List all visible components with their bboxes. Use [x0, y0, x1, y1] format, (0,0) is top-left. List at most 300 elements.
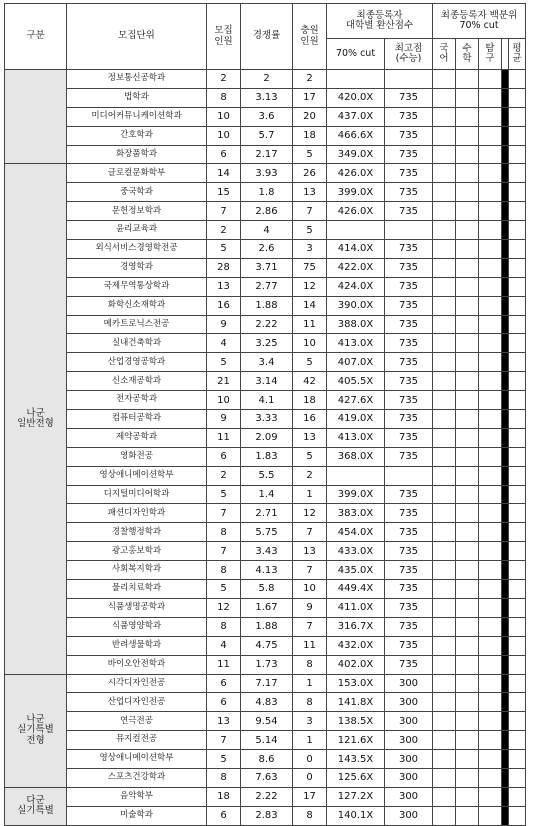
ratio-cell: 2.83: [241, 806, 293, 825]
quota-cell: 7: [207, 504, 241, 523]
ratio-cell: 7.63: [241, 768, 293, 787]
max-score-cell: [385, 70, 433, 89]
cut70-cell: 437.0X: [327, 107, 385, 126]
max-score-cell: 300: [385, 693, 433, 712]
percentile-inquiry-cell: [479, 636, 502, 655]
percentile-math-cell: [456, 731, 479, 750]
percentile-inquiry-cell: [479, 334, 502, 353]
percentile-average-cell: [509, 240, 526, 259]
max-score-cell: 735: [385, 183, 433, 202]
black-bar-cell: [502, 504, 509, 523]
percentile-math-cell: [456, 126, 479, 145]
max-score-cell: 735: [385, 561, 433, 580]
ratio-cell: 1.67: [241, 598, 293, 617]
unit-cell: 화학신소재학과: [67, 296, 207, 315]
percentile-korean-cell: [433, 636, 456, 655]
percentile-korean-cell: [433, 504, 456, 523]
unit-cell: 실내건축학과: [67, 334, 207, 353]
ratio-cell: 2: [241, 70, 293, 89]
percentile-math-cell: [456, 447, 479, 466]
quota-cell: 6: [207, 693, 241, 712]
table-row: [5, 447, 526, 466]
percentile-inquiry-cell: [479, 372, 502, 391]
percentile-math-cell: [456, 523, 479, 542]
ratio-cell: 9.54: [241, 712, 293, 731]
cut70-cell: 349.0X: [327, 145, 385, 164]
cut70-cell: 368.0X: [327, 447, 385, 466]
cut70-cell: 399.0X: [327, 485, 385, 504]
unit-cell: 영상애니메이션학부: [67, 466, 207, 485]
max-score-cell: 300: [385, 750, 433, 769]
extra-cell: 12: [293, 277, 327, 296]
extra-cell: 2: [293, 70, 327, 89]
percentile-inquiry-cell: [479, 277, 502, 296]
extra-cell: 13: [293, 428, 327, 447]
ratio-cell: 3.6: [241, 107, 293, 126]
quota-cell: 10: [207, 391, 241, 410]
percentile-inquiry-cell: [479, 315, 502, 334]
percentile-korean-cell: [433, 466, 456, 485]
black-bar-cell: [502, 561, 509, 580]
quota-cell: 6: [207, 674, 241, 693]
percentile-average-cell: [509, 145, 526, 164]
percentile-math-cell: [456, 598, 479, 617]
percentile-math-cell: [456, 787, 479, 806]
unit-cell: 패션디자인학과: [67, 504, 207, 523]
percentile-inquiry-cell: [479, 674, 502, 693]
quota-cell: 11: [207, 655, 241, 674]
black-bar-cell: [502, 655, 509, 674]
extra-cell: 8: [293, 655, 327, 674]
quota-cell: 4: [207, 334, 241, 353]
unit-cell: 음악학부: [67, 787, 207, 806]
quota-cell: 2: [207, 221, 241, 240]
extra-cell: 5: [293, 145, 327, 164]
header-extra: 충원 인원: [293, 4, 327, 70]
extra-cell: 75: [293, 258, 327, 277]
percentile-korean-cell: [433, 561, 456, 580]
percentile-inquiry-cell: [479, 428, 502, 447]
quota-cell: 9: [207, 315, 241, 334]
unit-cell: 제약공학과: [67, 428, 207, 447]
table-row: [5, 145, 526, 164]
percentile-average-cell: [509, 693, 526, 712]
quota-cell: 8: [207, 617, 241, 636]
percentile-inquiry-cell: [479, 145, 502, 164]
quota-cell: 15: [207, 183, 241, 202]
quota-cell: 6: [207, 145, 241, 164]
percentile-inquiry-cell: [479, 107, 502, 126]
percentile-inquiry-cell: [479, 391, 502, 410]
max-score-cell: 735: [385, 447, 433, 466]
cut70-cell: 435.0X: [327, 561, 385, 580]
percentile-average-cell: [509, 466, 526, 485]
unit-cell: 산업경영공학과: [67, 353, 207, 372]
cut70-cell: [327, 221, 385, 240]
extra-cell: 1: [293, 485, 327, 504]
ratio-cell: 3.33: [241, 410, 293, 429]
percentile-average-cell: [509, 674, 526, 693]
percentile-inquiry-cell: [479, 768, 502, 787]
ratio-cell: 2.22: [241, 787, 293, 806]
unit-cell: 경영학과: [67, 258, 207, 277]
cut70-cell: 138.5X: [327, 712, 385, 731]
percentile-inquiry-cell: [479, 598, 502, 617]
table-row: [5, 164, 526, 183]
percentile-math-cell: [456, 315, 479, 334]
percentile-math-cell: [456, 296, 479, 315]
black-bar-cell: [502, 353, 509, 372]
extra-cell: 7: [293, 561, 327, 580]
quota-cell: 14: [207, 164, 241, 183]
percentile-average-cell: [509, 353, 526, 372]
ratio-cell: 5.5: [241, 466, 293, 485]
quota-cell: 8: [207, 768, 241, 787]
category-cell: [5, 70, 67, 164]
percentile-inquiry-cell: [479, 580, 502, 599]
percentile-average-cell: [509, 617, 526, 636]
table-row: [5, 655, 526, 674]
header-row-1: [5, 4, 526, 39]
cut70-cell: 466.6X: [327, 126, 385, 145]
quota-cell: 16: [207, 296, 241, 315]
table-row: [5, 598, 526, 617]
max-score-cell: 735: [385, 315, 433, 334]
quota-cell: 5: [207, 240, 241, 259]
black-bar-cell: [502, 806, 509, 825]
black-bar-cell: [502, 485, 509, 504]
max-score-cell: 735: [385, 353, 433, 372]
unit-cell: 영화전공: [67, 447, 207, 466]
extra-cell: 12: [293, 504, 327, 523]
cut70-cell: 419.0X: [327, 410, 385, 429]
percentile-math-cell: [456, 693, 479, 712]
max-score-cell: 735: [385, 88, 433, 107]
table-row: [5, 107, 526, 126]
percentile-korean-cell: [433, 674, 456, 693]
percentile-korean-cell: [433, 410, 456, 429]
header-inquiry: 탐 구: [479, 39, 502, 70]
admission-results-table-wrapper: [4, 3, 526, 826]
ratio-cell: 3.71: [241, 258, 293, 277]
table-body: [5, 70, 526, 826]
max-score-cell: 735: [385, 410, 433, 429]
cut70-cell: 140.1X: [327, 806, 385, 825]
ratio-cell: 4.75: [241, 636, 293, 655]
ratio-cell: 3.14: [241, 372, 293, 391]
cut70-cell: 125.6X: [327, 768, 385, 787]
percentile-average-cell: [509, 504, 526, 523]
extra-cell: 7: [293, 202, 327, 221]
black-bar-cell: [502, 447, 509, 466]
percentile-inquiry-cell: [479, 504, 502, 523]
black-bar-cell: [502, 88, 509, 107]
percentile-math-cell: [456, 88, 479, 107]
percentile-korean-cell: [433, 126, 456, 145]
quota-cell: 13: [207, 712, 241, 731]
unit-cell: 연극전공: [67, 712, 207, 731]
header-ratio: 경쟁률: [241, 4, 293, 70]
unit-cell: 중국학과: [67, 183, 207, 202]
extra-cell: 9: [293, 598, 327, 617]
max-score-cell: 735: [385, 202, 433, 221]
percentile-inquiry-cell: [479, 88, 502, 107]
ratio-cell: 7.17: [241, 674, 293, 693]
quota-cell: 10: [207, 126, 241, 145]
percentile-korean-cell: [433, 258, 456, 277]
cut70-cell: 424.0X: [327, 277, 385, 296]
max-score-cell: 735: [385, 334, 433, 353]
percentile-math-cell: [456, 712, 479, 731]
percentile-math-cell: [456, 372, 479, 391]
cut70-cell: 407.0X: [327, 353, 385, 372]
cut70-cell: 316.7X: [327, 617, 385, 636]
percentile-math-cell: [456, 561, 479, 580]
max-score-cell: [385, 466, 433, 485]
ratio-cell: 1.73: [241, 655, 293, 674]
percentile-korean-cell: [433, 221, 456, 240]
percentile-math-cell: [456, 806, 479, 825]
extra-cell: 5: [293, 221, 327, 240]
percentile-math-cell: [456, 750, 479, 769]
extra-cell: 7: [293, 617, 327, 636]
unit-cell: 사회복지학과: [67, 561, 207, 580]
cut70-cell: 402.0X: [327, 655, 385, 674]
max-score-cell: 735: [385, 428, 433, 447]
cut70-cell: 422.0X: [327, 258, 385, 277]
unit-cell: 글로컬문화학부: [67, 164, 207, 183]
percentile-inquiry-cell: [479, 712, 502, 731]
table-row: [5, 88, 526, 107]
cut70-cell: 141.8X: [327, 693, 385, 712]
table-row: [5, 466, 526, 485]
black-bar-cell: [502, 315, 509, 334]
unit-cell: 산업디자인전공: [67, 693, 207, 712]
table-row: [5, 485, 526, 504]
extra-cell: 0: [293, 750, 327, 769]
extra-cell: 16: [293, 410, 327, 429]
extra-cell: 17: [293, 787, 327, 806]
cut70-cell: 413.0X: [327, 334, 385, 353]
percentile-inquiry-cell: [479, 221, 502, 240]
max-score-cell: 735: [385, 240, 433, 259]
cut70-cell: 432.0X: [327, 636, 385, 655]
quota-cell: 5: [207, 580, 241, 599]
table-row: [5, 315, 526, 334]
header-quota: 모집 인원: [207, 4, 241, 70]
extra-cell: 0: [293, 768, 327, 787]
table-row: [5, 561, 526, 580]
black-bar-cell: [502, 372, 509, 391]
percentile-inquiry-cell: [479, 693, 502, 712]
percentile-korean-cell: [433, 693, 456, 712]
extra-cell: 10: [293, 334, 327, 353]
black-bar-cell: [502, 693, 509, 712]
unit-cell: 문헌정보학과: [67, 202, 207, 221]
header-black-bar: [502, 39, 509, 70]
table-row: [5, 542, 526, 561]
table-row: [5, 693, 526, 712]
max-score-cell: 735: [385, 391, 433, 410]
ratio-cell: 2.6: [241, 240, 293, 259]
black-bar-cell: [502, 731, 509, 750]
unit-cell: 디지털미디어학과: [67, 485, 207, 504]
table-row: [5, 731, 526, 750]
percentile-average-cell: [509, 202, 526, 221]
percentile-average-cell: [509, 542, 526, 561]
cut70-cell: 143.5X: [327, 750, 385, 769]
ratio-cell: 1.88: [241, 296, 293, 315]
extra-cell: 1: [293, 731, 327, 750]
unit-cell: 국제무역통상학과: [67, 277, 207, 296]
percentile-math-cell: [456, 542, 479, 561]
black-bar-cell: [502, 183, 509, 202]
table-row: [5, 277, 526, 296]
table-row: [5, 674, 526, 693]
black-bar-cell: [502, 296, 509, 315]
percentile-average-cell: [509, 523, 526, 542]
percentile-korean-cell: [433, 523, 456, 542]
ratio-cell: 2.71: [241, 504, 293, 523]
percentile-average-cell: [509, 88, 526, 107]
header-percentile-group: 최종등록자 백분위 70% cut: [433, 4, 526, 39]
black-bar-cell: [502, 240, 509, 259]
quota-cell: 7: [207, 731, 241, 750]
extra-cell: 13: [293, 183, 327, 202]
ratio-cell: 4.13: [241, 561, 293, 580]
max-score-cell: 735: [385, 296, 433, 315]
percentile-average-cell: [509, 315, 526, 334]
unit-cell: 영상애니메이션학부: [67, 750, 207, 769]
black-bar-cell: [502, 107, 509, 126]
header-max-score: 최고점 (수능): [385, 39, 433, 70]
extra-cell: 8: [293, 806, 327, 825]
percentile-average-cell: [509, 428, 526, 447]
table-row: [5, 183, 526, 202]
percentile-average-cell: [509, 561, 526, 580]
cut70-cell: 399.0X: [327, 183, 385, 202]
percentile-inquiry-cell: [479, 731, 502, 750]
unit-cell: 식품영양학과: [67, 617, 207, 636]
percentile-korean-cell: [433, 485, 456, 504]
percentile-average-cell: [509, 655, 526, 674]
table-row: [5, 712, 526, 731]
quota-cell: 8: [207, 523, 241, 542]
percentile-math-cell: [456, 70, 479, 89]
ratio-cell: 3.93: [241, 164, 293, 183]
quota-cell: 7: [207, 202, 241, 221]
max-score-cell: 300: [385, 712, 433, 731]
black-bar-cell: [502, 221, 509, 240]
quota-cell: 4: [207, 636, 241, 655]
ratio-cell: 3.43: [241, 542, 293, 561]
black-bar-cell: [502, 277, 509, 296]
max-score-cell: 300: [385, 806, 433, 825]
percentile-inquiry-cell: [479, 466, 502, 485]
ratio-cell: 2.77: [241, 277, 293, 296]
cut70-cell: 383.0X: [327, 504, 385, 523]
extra-cell: 13: [293, 542, 327, 561]
percentile-average-cell: [509, 277, 526, 296]
cut70-cell: 413.0X: [327, 428, 385, 447]
unit-cell: 간호학과: [67, 126, 207, 145]
percentile-average-cell: [509, 258, 526, 277]
percentile-average-cell: [509, 221, 526, 240]
percentile-average-cell: [509, 485, 526, 504]
unit-cell: 정보통신공학과: [67, 70, 207, 89]
black-bar-cell: [502, 636, 509, 655]
percentile-math-cell: [456, 240, 479, 259]
percentile-korean-cell: [433, 277, 456, 296]
extra-cell: 18: [293, 391, 327, 410]
extra-cell: 17: [293, 88, 327, 107]
unit-cell: 스포츠건강학과: [67, 768, 207, 787]
ratio-cell: 8.6: [241, 750, 293, 769]
header-korean: 국 어: [433, 39, 456, 70]
table-row: [5, 636, 526, 655]
percentile-inquiry-cell: [479, 70, 502, 89]
max-score-cell: [385, 221, 433, 240]
header-final-group: 최종등록자 대학별 환산점수: [327, 4, 433, 39]
percentile-inquiry-cell: [479, 296, 502, 315]
ratio-cell: 3.13: [241, 88, 293, 107]
unit-cell: 화장품학과: [67, 145, 207, 164]
black-bar-cell: [502, 258, 509, 277]
table-row: [5, 523, 526, 542]
max-score-cell: 300: [385, 674, 433, 693]
max-score-cell: 735: [385, 372, 433, 391]
table-row: [5, 806, 526, 825]
cut70-cell: 388.0X: [327, 315, 385, 334]
category-cell: 다군 실기특별: [5, 787, 67, 825]
unit-cell: 윤리교육과: [67, 221, 207, 240]
quota-cell: 21: [207, 372, 241, 391]
table-row: [5, 353, 526, 372]
percentile-average-cell: [509, 636, 526, 655]
percentile-inquiry-cell: [479, 353, 502, 372]
quota-cell: 6: [207, 806, 241, 825]
percentile-math-cell: [456, 258, 479, 277]
ratio-cell: 3.25: [241, 334, 293, 353]
percentile-inquiry-cell: [479, 561, 502, 580]
cut70-cell: 427.6X: [327, 391, 385, 410]
black-bar-cell: [502, 70, 509, 89]
max-score-cell: 735: [385, 126, 433, 145]
unit-cell: 전자공학과: [67, 391, 207, 410]
ratio-cell: 4.83: [241, 693, 293, 712]
cut70-cell: 153.0X: [327, 674, 385, 693]
max-score-cell: 735: [385, 277, 433, 296]
percentile-korean-cell: [433, 712, 456, 731]
table-row: [5, 787, 526, 806]
black-bar-cell: [502, 145, 509, 164]
unit-cell: 미술학과: [67, 806, 207, 825]
percentile-korean-cell: [433, 107, 456, 126]
cut70-cell: 426.0X: [327, 164, 385, 183]
max-score-cell: 735: [385, 485, 433, 504]
percentile-math-cell: [456, 334, 479, 353]
percentile-math-cell: [456, 428, 479, 447]
cut70-cell: 449.4X: [327, 580, 385, 599]
quota-cell: 8: [207, 561, 241, 580]
extra-cell: 10: [293, 580, 327, 599]
percentile-inquiry-cell: [479, 410, 502, 429]
percentile-average-cell: [509, 164, 526, 183]
cut70-cell: 420.0X: [327, 88, 385, 107]
quota-cell: 5: [207, 485, 241, 504]
quota-cell: 2: [207, 466, 241, 485]
percentile-korean-cell: [433, 315, 456, 334]
